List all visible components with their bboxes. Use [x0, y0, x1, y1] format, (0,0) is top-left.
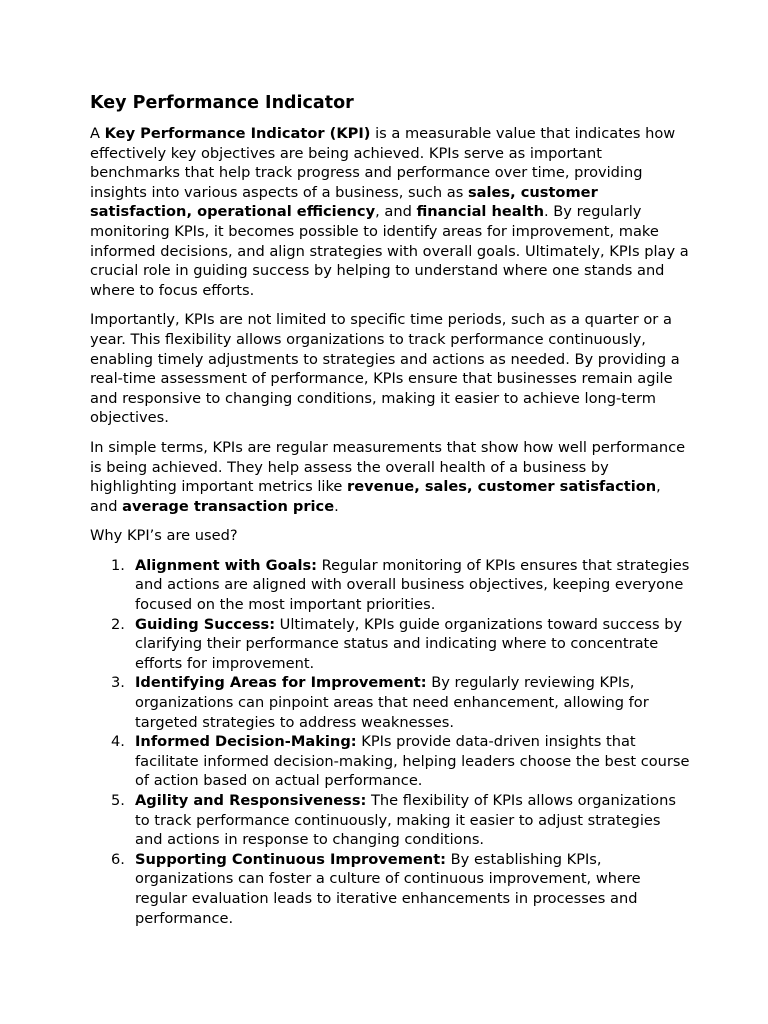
list-item	[90, 850, 690, 928]
list-item-text: The flexibility of KPIs allows organizations to track performance continuously, making it easier to adjust strategies and actions in response to changing conditions.	[135, 792, 676, 849]
document-page	[90, 92, 690, 928]
list-item-label: Identifying Areas for Improvement:	[135, 674, 427, 692]
list-item	[90, 556, 690, 615]
list-item-label: Alignment with Goals:	[135, 556, 317, 574]
intro-bold-kpi: Key Performance Indicator (KPI)	[104, 125, 371, 142]
intro-text-1: A	[90, 125, 105, 142]
simple-text-1: In simple terms, KPIs are regular measurements that show how well performance is being achieved. They help assess the overall health of a business by highlighting important metrics like	[90, 438, 686, 496]
list-number: 5.	[111, 792, 125, 809]
list-item	[90, 673, 690, 732]
list-item	[90, 732, 690, 791]
simple-text-3: .	[334, 497, 339, 515]
list-number: 1.	[111, 556, 125, 574]
list-item-text: KPIs provide data-driven insights that facilitate informed decision-making, helping leaders choose the best course of action based on actual performance.	[135, 733, 690, 790]
flexibility-paragraph: Importantly, KPIs are not limited to specific time periods, such as a quarter or a year. This flexibility allows organizations to track performance continuously, enabling timely adjustments to strategies and actions as needed. By providing a real-time assessment of performance, KPIs ensure that businesses remain agile and responsive to changing conditions, making it easier to achieve long-term objectives.	[90, 311, 680, 427]
list-item-label: Agility and Responsiveness:	[135, 792, 367, 809]
simple-text-2: , and	[90, 478, 661, 515]
list-item-text: Regular monitoring of KPIs ensures that strategies and actions are aligned with overall business objectives, keeping everyone focused on the most important priorities.	[135, 556, 690, 614]
list-number: 4.	[111, 733, 125, 751]
intro-text-3: , and	[375, 203, 417, 221]
list-item-text: By establishing KPIs, organizations can foster a culture of continuous improvement, where regular evaluation leads to iterative enhancements in processes and performance.	[135, 850, 641, 927]
page-title: Key Performance Indicator	[90, 93, 354, 113]
simple-terms-paragraph	[90, 438, 690, 516]
list-item-label: Guiding Success:	[135, 615, 276, 633]
list-item-text: By regularly reviewing KPIs, organizations can pinpoint areas that need enhancement, allowing for targeted strategies to address weaknesses.	[135, 674, 649, 731]
list-number: 6.	[111, 850, 125, 868]
list-item-label: Informed Decision-Making:	[135, 733, 357, 751]
intro-paragraph	[90, 124, 690, 300]
list-number: 2.	[111, 615, 125, 633]
list-item	[90, 615, 690, 674]
list-item	[90, 791, 690, 850]
list-number: 3.	[111, 674, 125, 692]
simple-bold-metrics: revenue, sales, customer satisfaction	[347, 478, 657, 496]
why-heading: Why KPI’s are used?	[90, 527, 238, 545]
list-item-label: Supporting Continuous Improvement:	[135, 850, 447, 868]
intro-bold-financial: financial health	[416, 203, 545, 221]
list-item-text: Ultimately, KPIs guide organizations toward success by clarifying their performance status and indicating where to concentrate efforts for improvement.	[135, 615, 683, 672]
intro-bold-aspects: sales, customer satisfaction, operational efficiency	[90, 183, 598, 221]
intro-text-2: is a measurable value that indicates how effectively key objectives are being achieved. KPIs serve as important benchmarks that help track progress and performance over time, providing insights into various aspects of a business, such as	[90, 125, 676, 201]
reasons-list	[90, 556, 690, 928]
simple-bold-atp: average transaction price	[122, 497, 335, 515]
intro-text-4: . By regularly monitoring KPIs, it becomes possible to identify areas for improvement, make informed decisions, and align strategies with overall goals. Ultimately, KPIs play a crucial role in guiding success by helping to understand where one stands and where to focus efforts.	[90, 203, 689, 299]
